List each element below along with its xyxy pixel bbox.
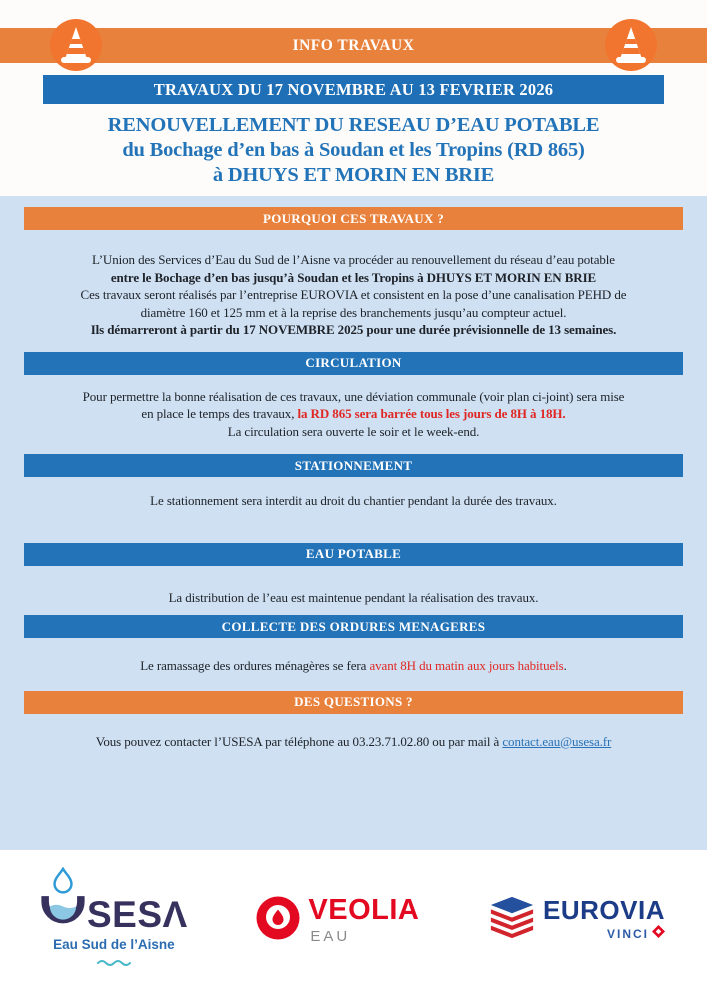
- usesa-wordmark-letters: SESΛ: [87, 894, 188, 935]
- road-closure-alert: la RD 865 sera barrée tous les jours de 8H à 18H.: [297, 406, 566, 421]
- veolia-circle-icon: [256, 896, 300, 945]
- veolia-logo: [256, 893, 420, 945]
- paragraph-line: entre le Bochage d’en bas jusqu’à Soudan et les Tropins à DHUYS ET MORIN EN BRIE: [110, 269, 597, 285]
- usesa-tagline: Eau Sud de l’Aisne: [53, 937, 175, 952]
- veolia-division-label: EAU: [310, 927, 351, 945]
- paragraph-segment: en place le temps des travaux,: [141, 406, 298, 421]
- section-header-label: DES QUESTIONS ?: [294, 694, 413, 709]
- top-margin: [0, 0, 707, 28]
- wave-icon: [95, 955, 133, 973]
- vinci-diamond-icon: [652, 925, 665, 943]
- paragraph-line: Ces travaux seront réalisés par l’entreprise EUROVIA et consistent en la pose d’une canalisation PEHD de: [80, 287, 627, 302]
- water-drop-cup-icon: [40, 867, 86, 934]
- eurovia-text-block: [543, 897, 665, 943]
- paragraph-line: L’Union des Services d’Eau du Sud de l’Aisne va procéder au renouvellement du réseau d’eau potable: [92, 252, 615, 267]
- usesa-logo: [40, 867, 188, 973]
- collection-time-alert: avant 8H du matin aux jours habituels: [369, 658, 564, 673]
- section-body-stationnement: [24, 492, 683, 510]
- veolia-text-block: [308, 893, 420, 945]
- layer-stack-icon: [488, 895, 536, 946]
- section-body-eau-potable: [24, 589, 683, 607]
- section-header-label: POURQUOI CES TRAVAUX ?: [262, 210, 445, 226]
- paragraph-segment: .: [563, 658, 567, 673]
- title-line-1: RENOUVELLEMENT DU RESEAU D’EAU POTABLE: [107, 114, 600, 136]
- section-header-ordures: [24, 615, 683, 638]
- section-header-eau-potable: [24, 543, 683, 566]
- banner-title: INFO TRAVAUX: [292, 36, 415, 54]
- section-header-label: CIRCULATION: [305, 355, 402, 370]
- eurovia-logo: [488, 895, 665, 946]
- section-header-label: COLLECTE DES ORDURES MENAGERES: [221, 618, 486, 634]
- vinci-brand-row: [543, 925, 665, 943]
- paragraph-line: diamètre 160 et 125 mm et à la reprise des branchements jusqu’au compteur actuel.: [140, 304, 567, 320]
- paragraph-line: Ils démarreront à partir du 17 NOVEMBRE 2025 pour une durée prévisionnelle de 13 semaines.: [90, 322, 617, 337]
- paragraph-line: [24, 733, 683, 751]
- section-header-label: STATIONNEMENT: [294, 457, 413, 473]
- section-body-ordures: [24, 657, 683, 675]
- paragraph-line: Le stationnement sera interdit au droit du chantier pendant la durée des travaux.: [150, 493, 557, 508]
- traffic-cone-icon: [50, 19, 102, 71]
- paragraph-segment: Le ramassage des ordures ménagères se fera: [140, 658, 370, 673]
- paragraph-line: [24, 657, 683, 675]
- content-band: [0, 196, 707, 850]
- traffic-cone-icon: [605, 19, 657, 71]
- title-line-3: à DHUYS ET MORIN EN BRIE: [212, 164, 495, 186]
- date-range-bar: [43, 75, 664, 104]
- paragraph-line: Pour permettre la bonne réalisation de ces travaux, une déviation communale (voir plan ci-joint) sera mise: [82, 388, 625, 404]
- vinci-name: VINCI: [606, 927, 649, 941]
- page-title: [0, 113, 707, 188]
- contact-email-link[interactable]: contact.eau@usesa.fr: [502, 733, 612, 749]
- section-body-contact: [24, 733, 683, 751]
- section-body-pourquoi: [24, 251, 683, 339]
- eurovia-name: EUROVIA: [543, 895, 665, 925]
- section-header-pourquoi: [24, 207, 683, 230]
- contact-text: Vous pouvez contacter l’USESA par téléphone au 03.23.71.02.80 ou par mail à: [95, 733, 503, 749]
- paragraph-line: [24, 405, 683, 423]
- veolia-name: VEOLIA: [308, 893, 420, 926]
- paragraph-line: La circulation sera ouverte le soir et le week-end.: [227, 423, 480, 439]
- title-line-2: du Bochage d’en bas à Soudan et les Tropins (RD 865): [122, 139, 585, 161]
- partner-logos-footer: [0, 850, 707, 1000]
- date-range-label: TRAVAUX DU 17 NOVEMBRE AU 13 FEVRIER 2026: [153, 79, 554, 99]
- section-header-label: EAU POTABLE: [305, 546, 402, 561]
- section-header-stationnement: [24, 454, 683, 477]
- usesa-wordmark: [40, 867, 188, 934]
- info-travaux-banner: [0, 28, 707, 63]
- section-header-circulation: [24, 352, 683, 375]
- paragraph-line: La distribution de l’eau est maintenue pendant la réalisation des travaux.: [168, 589, 539, 605]
- section-header-questions: [24, 691, 683, 714]
- section-body-circulation: [24, 388, 683, 441]
